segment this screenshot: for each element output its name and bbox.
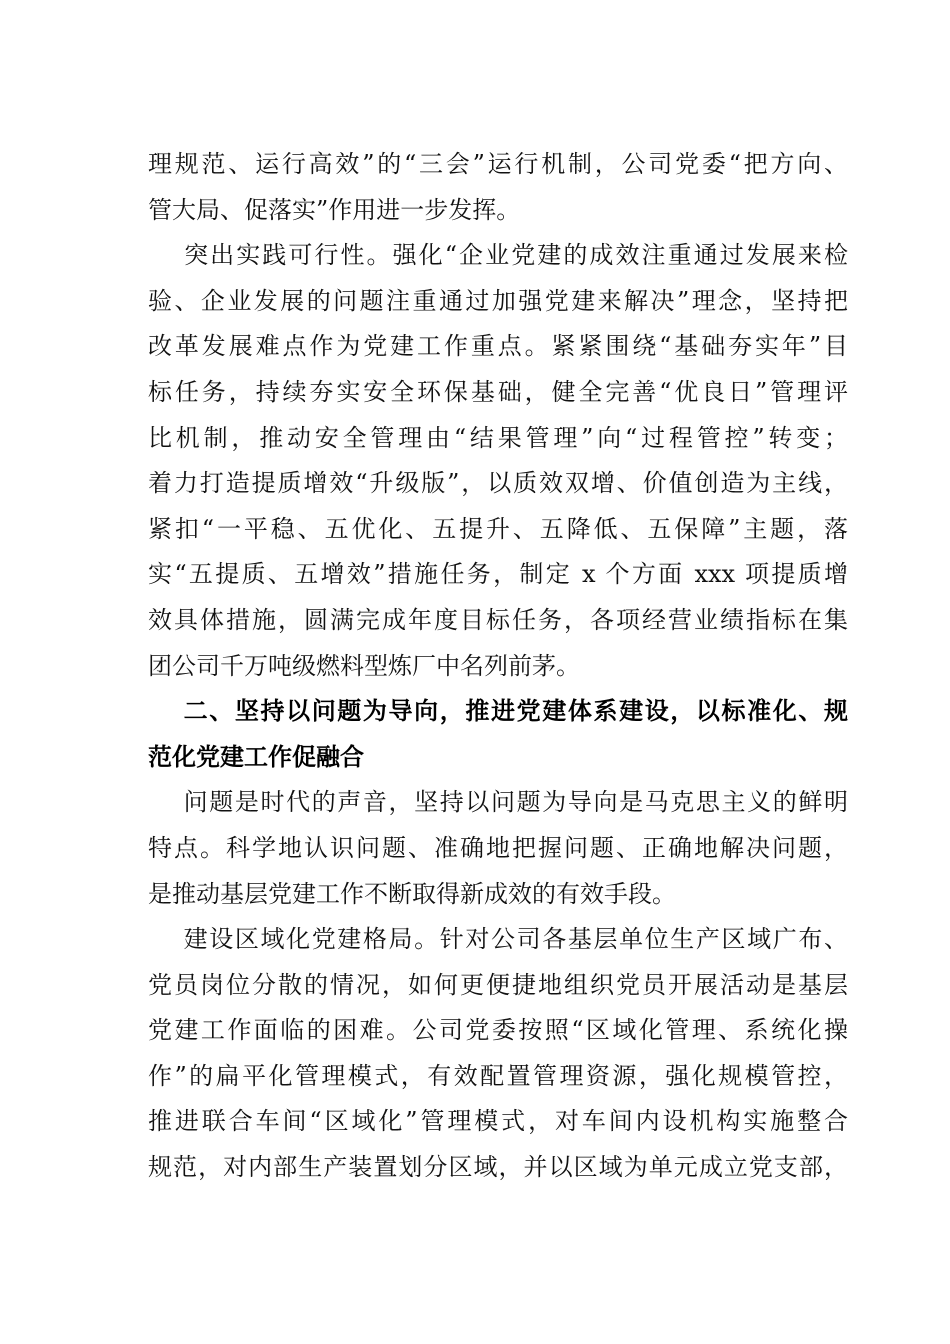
text-line: 建设区域化党建格局。针对公司各基层单位生产区域广布、 bbox=[158, 925, 848, 954]
paragraph-practicality bbox=[148, 233, 848, 689]
text-line: 比机制，推动安全管理由“结果管理”向“过程管控”转变； bbox=[148, 423, 848, 452]
text-line: 紧扣“一平稳、五优化、五提升、五降低、五保障”主题，落 bbox=[148, 514, 848, 543]
text-line: 改革发展难点作为党建工作重点。紧紧围绕“基础夯实年”目 bbox=[148, 332, 848, 361]
text-line: 实“五提质、五增效”措施任务，制定 x 个方面 xxx 项提质增 bbox=[148, 560, 848, 589]
heading-line: 范化党建工作促融合 bbox=[148, 742, 364, 771]
text-line: 验、企业发展的问题注重通过加强党建来解决”理念，坚持把 bbox=[148, 286, 848, 315]
text-line: 着力打造提质增效“升级版”，以质效双增、价值创造为主线， bbox=[148, 469, 848, 498]
heading-line: 二、坚持以问题为导向，推进党建体系建设，以标准化、规 bbox=[158, 697, 848, 726]
text-line: 团公司千万吨级燃料型炼厂中名列前茅。 bbox=[148, 651, 580, 680]
text-line: 作”的扁平化管理模式，有效配置管理资源，强化规模管控， bbox=[148, 1061, 848, 1090]
paragraph-regional-party-building bbox=[148, 917, 848, 1191]
text-line: 效具体措施，圆满完成年度目标任务，各项经营业绩指标在集 bbox=[148, 605, 848, 634]
text-line: 党建工作面临的困难。公司党委按照“区域化管理、系统化操 bbox=[148, 1016, 848, 1045]
text-line: 特点。科学地认识问题、准确地把握问题、正确地解决问题， bbox=[148, 833, 848, 862]
text-line: 突出实践可行性。强化“企业党建的成效注重通过发展来检 bbox=[158, 241, 848, 270]
section-heading-two bbox=[148, 689, 848, 780]
text-line: 规范，对内部生产装置划分区域，并以区域为单元成立党支部， bbox=[148, 1153, 848, 1182]
text-line: 推进联合车间“区域化”管理模式，对车间内设机构实施整合 bbox=[148, 1107, 848, 1136]
text-line: 问题是时代的声音，坚持以问题为导向是马克思主义的鲜明 bbox=[158, 788, 848, 817]
paragraph-three-meetings bbox=[148, 142, 848, 233]
document-body bbox=[148, 142, 848, 1191]
text-line: 是推动基层党建工作不断取得新成效的有效手段。 bbox=[148, 879, 676, 908]
text-line: 党员岗位分散的情况，如何更便捷地组织党员开展活动是基层 bbox=[148, 970, 848, 999]
text-line: 管大局、促落实”作用进一步发挥。 bbox=[148, 195, 521, 224]
paragraph-problem-oriented bbox=[148, 780, 848, 917]
text-line: 理规范、运行高效”的“三会”运行机制，公司党委“把方向、 bbox=[148, 150, 848, 178]
text-line: 标任务，持续夯实安全环保基础，健全完善“优良日”管理评 bbox=[148, 377, 848, 406]
